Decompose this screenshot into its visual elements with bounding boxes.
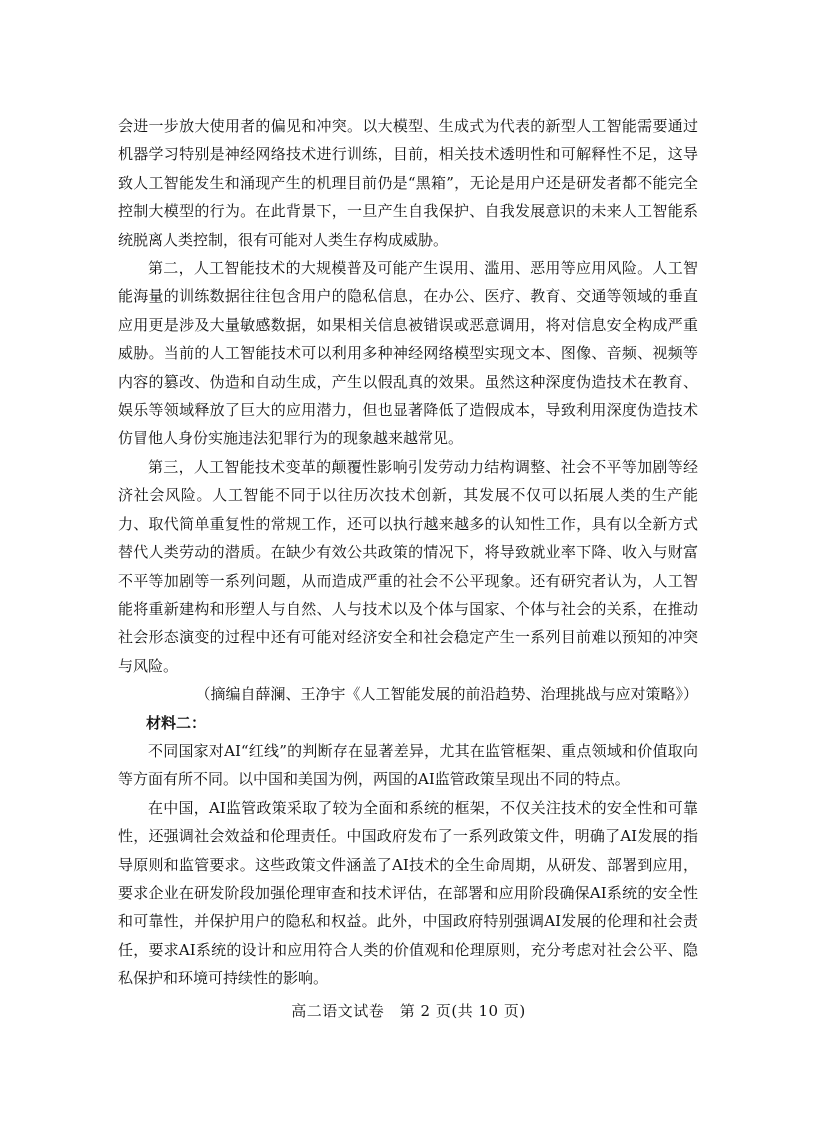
- paragraph-third-risk: 第三，人工智能技术变革的颠覆性影响引发劳动力结构调整、社会不平等加剧等经济社会风险。人工智能不同于以往历次技术创新，其发展不仅可以拓展人类的生产能力、取代简单重复性的常规工作，还可以执行越来越多的认知性工作，具有以全新方式替代人类劳动的潜质。在缺少有效公共政策的情况下，将导致就业率下降、收入与财富不平等加剧等一系列问题，从而造成严重的社会不公平现象。还有研究者认为，人工智能将重新建构和形塑人与自然、人与技术以及个体与国家、个体与社会的关系，在推动社会形态演变的过程中还有可能对经济安全和社会稳定产生一系列目前难以预知的冲突与风险。: [118, 457, 698, 675]
- paragraph-material-two-intro: 不同国家对AI“红线”的判断存在显著差异，尤其在监管框架、重点领域和价值取向等方面有所不同。以中国和美国为例，两国的AI监管政策呈现出不同的特点。: [118, 741, 698, 789]
- paragraph-continuation: 会进一步放大使用者的偏见和冲突。以大模型、生成式为代表的新型人工智能需要通过机器学习特别是神经网络技术进行训练，目前，相关技术透明性和可解释性不足，这导致人工智能发生和涌现产生的机理目前仍是“黑箱”，无论是用户还是研发者都不能完全控制大模型的行为。在此背景下，一旦产生自我保护、自我发展意识的未来人工智能系统脱离人类控制，很有可能对人类生存构成威胁。: [118, 117, 698, 249]
- source-citation: （摘编自薛澜、王净宇《人工智能发展的前沿趋势、治理挑战与应对策略》）: [195, 685, 698, 704]
- material-two-heading: 材料二：: [146, 713, 207, 732]
- exam-page-body: [118, 112, 698, 993]
- page-footer: 高二语文试卷 第 2 页(共 10 页): [291, 1002, 526, 1020]
- paragraph-second-risk: 第二，人工智能技术的大规模普及可能产生误用、滥用、恶用等应用风险。人工智能海量的训练数据往往包含用户的隐私信息，在办公、医疗、教育、交通等领域的垂直应用更是涉及大量敏感数据，如果相关信息被错误或恶意调用，将对信息安全构成严重威胁。当前的人工智能技术可以利用多种神经网络模型实现文本、图像、音频、视频等内容的篡改、伪造和自动生成，产生以假乱真的效果。虽然这种深度伪造技术在教育、娱乐等领域释放了巨大的应用潜力，但也显著降低了造假成本，导致利用深度伪造技术仿冒他人身份实施违法犯罪行为的现象越来越常见。: [118, 259, 698, 448]
- paragraph-material-two-china: 在中国，AI监管政策采取了较为全面和系统的框架，不仅关注技术的安全性和可靠性，还强调社会效益和伦理责任。中国政府发布了一系列政策文件，明确了AI发展的指导原则和监管要求。这些政策文件涵盖了AI技术的全生命周期，从研发、部署到应用，要求企业在研发阶段加强伦理审查和技术评估，在部署和应用阶段确保AI系统的安全性和可靠性，并保护用户的隐私和权益。此外，中国政府特别强调AI发展的伦理和社会责任，要求AI系统的设计和应用符合人类的价值观和伦理原则，充分考虑对社会公平、隐私保护和环境可持续性的影响。: [118, 798, 698, 988]
